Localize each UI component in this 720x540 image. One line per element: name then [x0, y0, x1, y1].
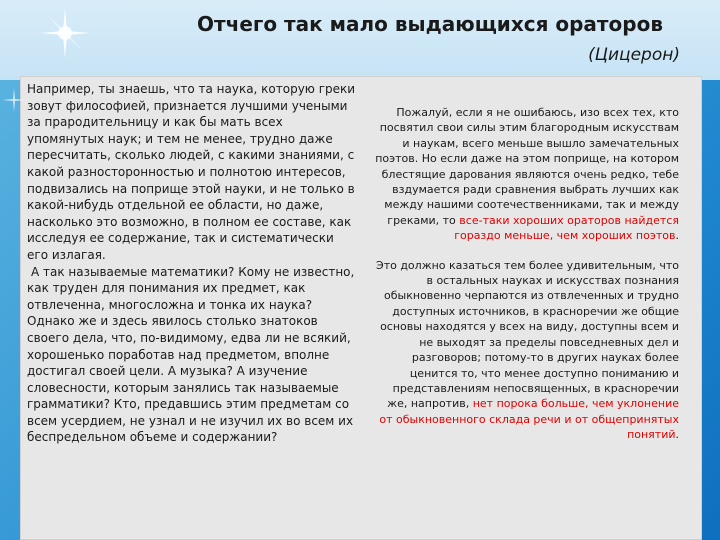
right-paragraph-2 [371, 258, 679, 443]
right-paragraph-2-highlight: нет порока больше, чем уклонение от обыкновенного склада речи и от общепринятых понятий [379, 397, 679, 442]
slide-title: Отчего так мало выдающихся ораторов [197, 12, 663, 36]
slide-subtitle: (Цицерон) [588, 45, 680, 65]
right-column [371, 105, 679, 457]
content-panel [20, 76, 702, 540]
right-paragraph-1-text: Пожалуй, если я не ошибаюсь, изо всех тех, кто посвятил свои силы этим благородным искусствам и наукам, всего меньше вышло замечательных поэтов. Но если даже на этом поприще, на котором блестящие дарования являются очень редко, тебе вздумается ради сравнения выбрать лучших как между нашими соотечественниками, так и между греками, то [375, 106, 679, 227]
sparkle-icon-small [2, 88, 26, 112]
left-paragraph-2: А так называемые математики? Кому не известно, как труден для понимания их предмет, как отвлеченна, многосложна и тонка их наука? Однако же и здесь явилось столько знатоков своего дела, что, по-видимому, едва ли не всякий, хорошенько поработав над предметом, вполне достигал своей цели. А музыка? А изучение словесности, которым занялись так называемые грамматики? Кто, предавшись этим предметам со всем усердием, не узнал и не изучил их во всем их беспредельном объеме и содержании? [27, 264, 355, 445]
right-paragraph-1-highlight: все-таки хороших ораторов найдется гораздо меньше, чем хороших поэтов [454, 213, 679, 243]
right-paragraph-2-end: . [675, 428, 679, 442]
left-paragraph-1: Например, ты знаешь, что та наука, которую греки зовут философией, признается лучшими учеными за прародительницу и как бы мать всех упомянутых наук; и тем не менее, трудно даже пересчитать, сколько людей, с какими знаниями, с какой разносторонностью и полнотою интересов, подвизались на поприще этой науки, и не только в какой-нибудь отдельной ее области, но даже, насколько это возможно, в полном ее составе, как исследуя ее содержание, так и систематически его излагая. [27, 82, 356, 262]
right-paragraph-2-text: Это должно казаться тем более удивительным, что в остальных науках и искусствах познания обыкновенно черпаются из отвлеченных и трудно доступных источников, в красноречии же общие основы находятся у всех на виду, доступны всем и не выходят за пределы повседневных дел и разговоров; потому-то в других науках более ценится то, что менее доступно пониманию и представлениям непосвященных, в красноречии же, напротив, [376, 258, 679, 411]
right-paragraph-1 [371, 105, 679, 244]
left-column [27, 81, 357, 446]
right-paragraph-1-end: . [675, 229, 679, 243]
sparkle-icon [40, 8, 90, 58]
